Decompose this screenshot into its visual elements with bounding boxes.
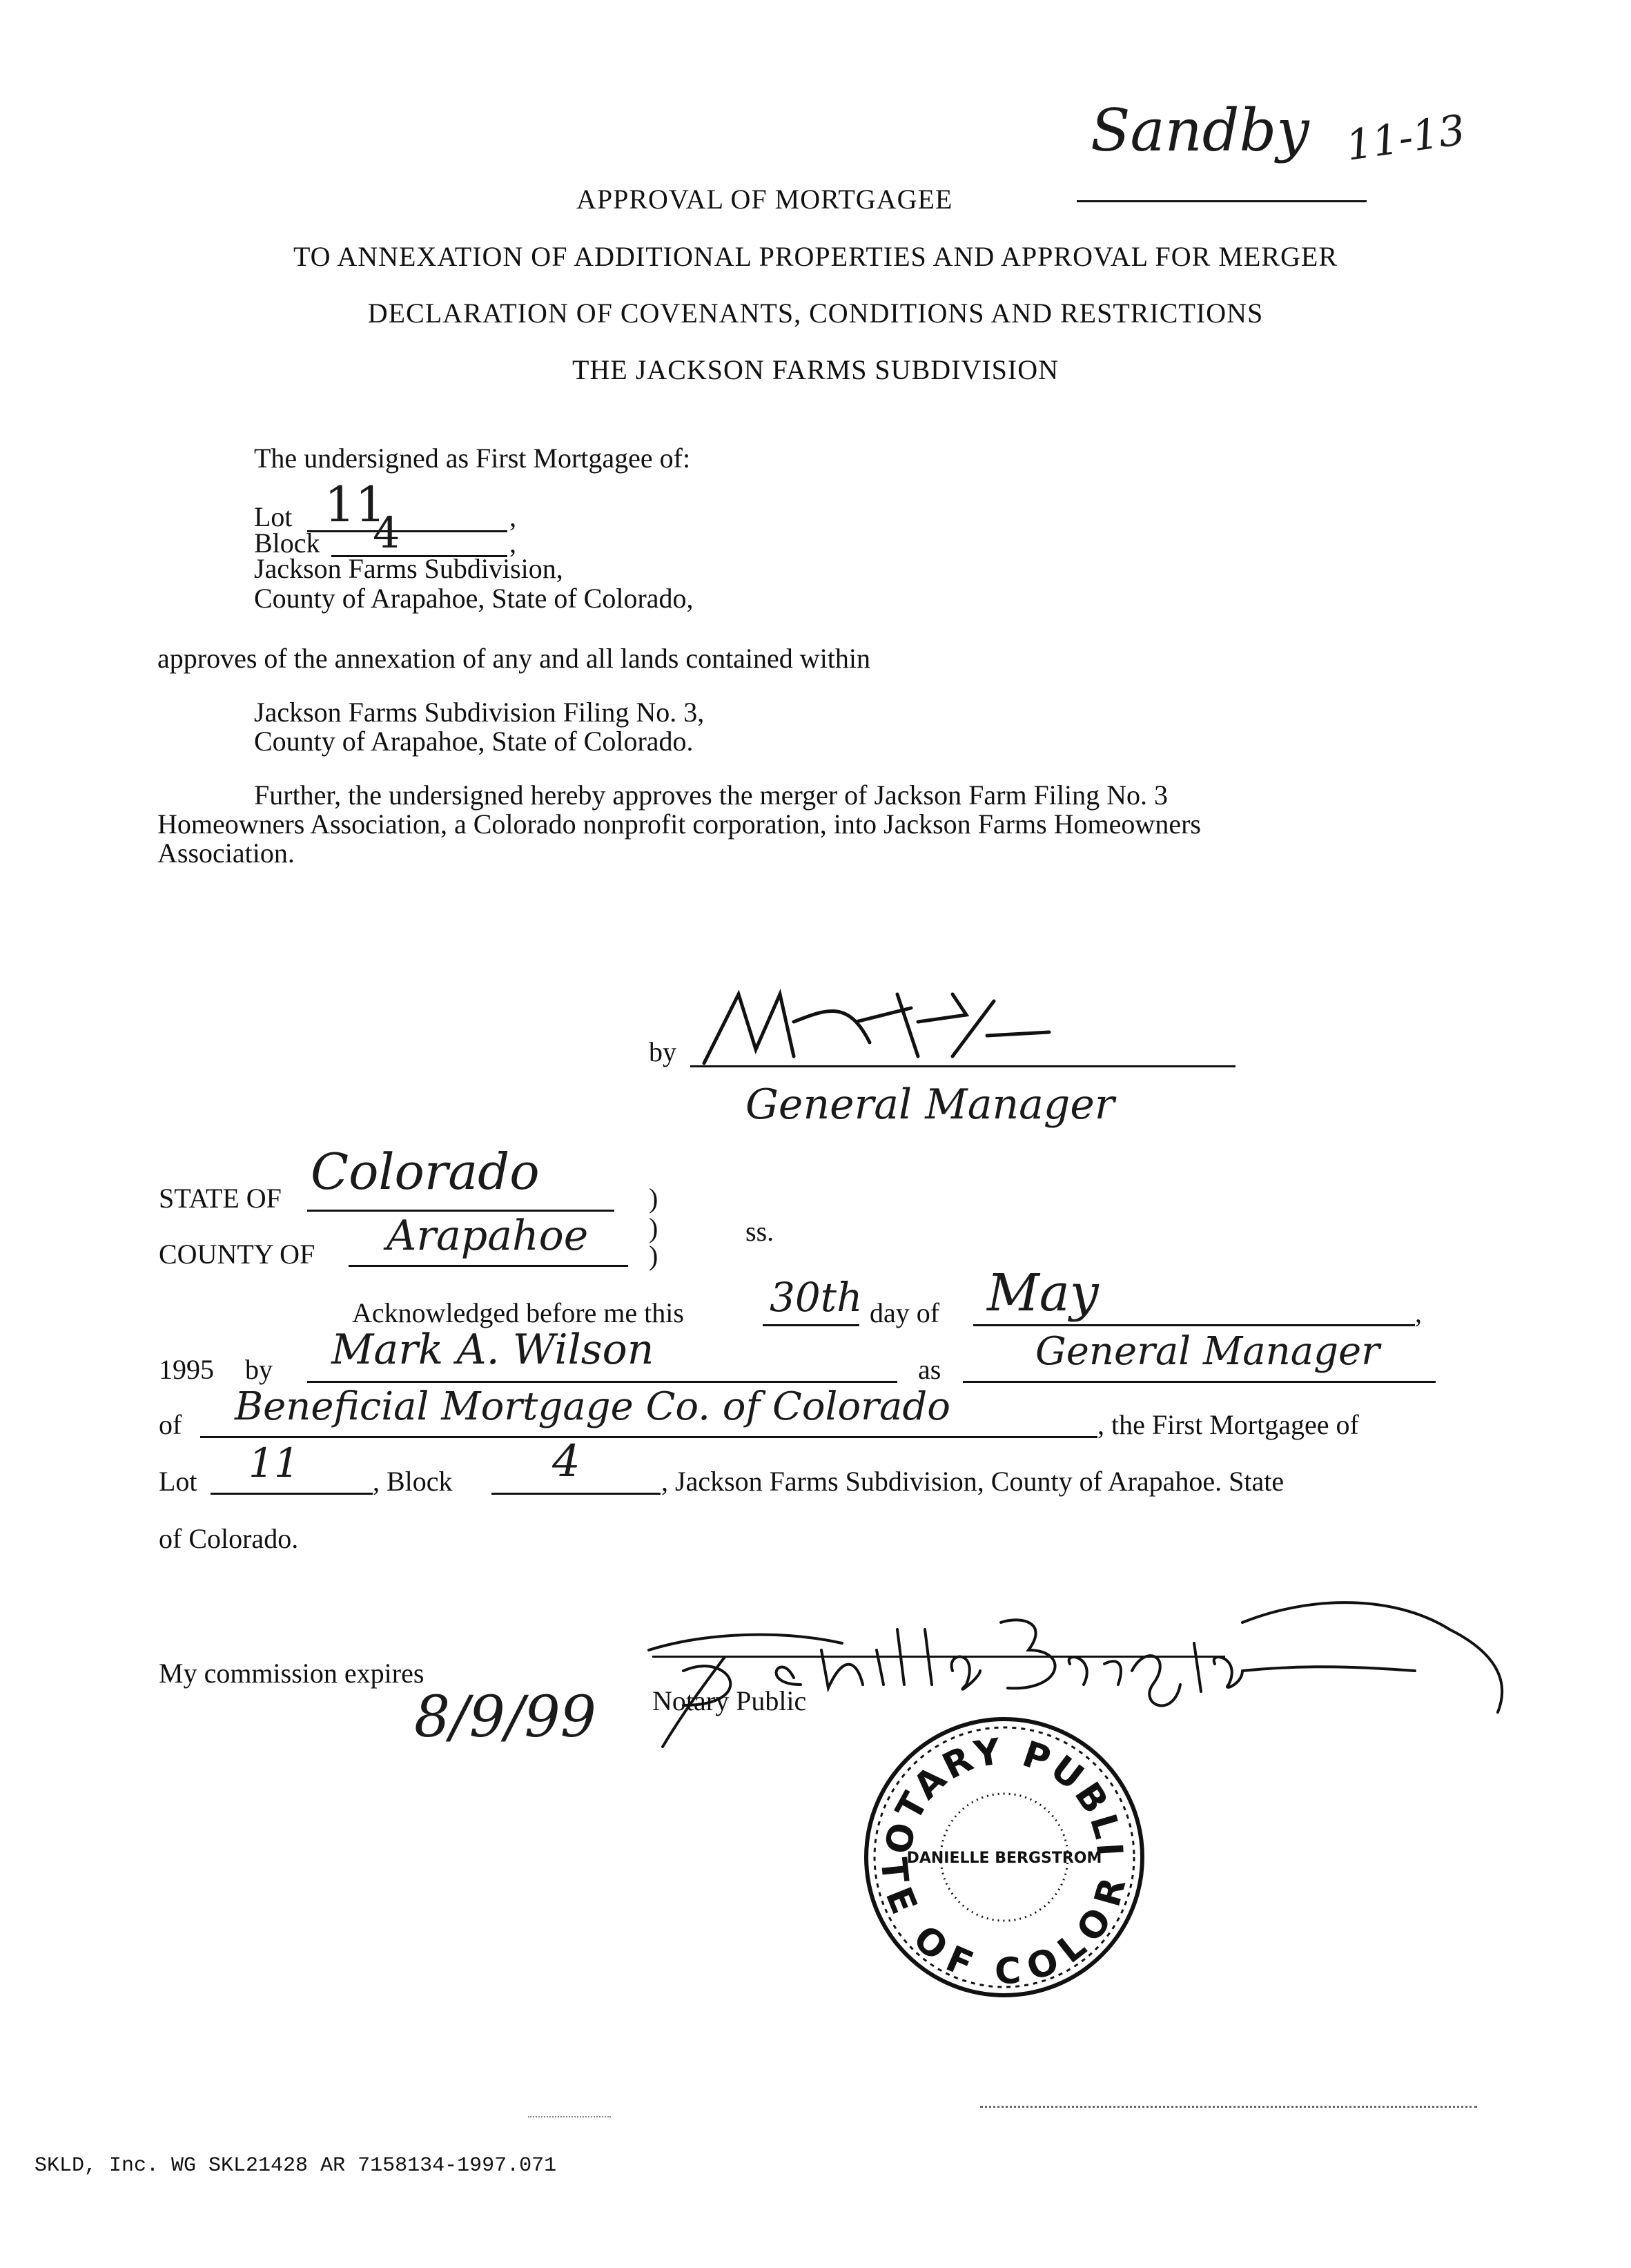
state-value: Colorado [311, 1143, 540, 1201]
handwritten-annotation-number: 11-13 [1342, 106, 1468, 171]
title-line-4: THE JACKSON FARMS SUBDIVISION [572, 354, 1059, 385]
ack-by-label: by [245, 1354, 273, 1385]
block-value: 4 [373, 507, 400, 558]
svg-text:NOTARY PUBLIC [859, 1712, 1130, 1860]
by-label: by [649, 1036, 676, 1067]
county-paren-2: ) [649, 1240, 658, 1271]
notary-seal [859, 1712, 1149, 2002]
ack-lot-value: 11 [248, 1440, 300, 1486]
ss-label: ss. [745, 1216, 774, 1247]
ack-day-value: 30th [770, 1274, 863, 1321]
ack-month-comma: , [1415, 1297, 1422, 1328]
ack-rest: , Jackson Farms Subdivision, County of Arapahoe. State [661, 1466, 1285, 1497]
county-line [349, 1265, 628, 1267]
approves-text: approves of the annexation of any and all lands contained within [157, 643, 871, 674]
handwritten-annotation-name: Sandby [1091, 97, 1309, 164]
lot-comma: , [509, 501, 516, 532]
ack-block-value: 4 [552, 1436, 580, 1487]
filing-text: Jackson Farms Subdivision Filing No. 3, [254, 697, 705, 728]
ack-name-line [307, 1381, 897, 1383]
merger-line-3: Association. [157, 837, 295, 869]
scan-mark-2 [980, 2106, 1477, 2108]
notary-seal-graphic [859, 1712, 1149, 2002]
seal-name: DANIELLE BERGSTROM [906, 1850, 1102, 1867]
ack-name-value: Mark A. Wilson [331, 1326, 654, 1374]
ack-lot-label: Lot [159, 1466, 197, 1497]
lot-value: 11 [324, 476, 387, 533]
mortgagee-signature [690, 980, 1077, 1070]
signature-line [690, 1065, 1236, 1067]
scan-mark-1 [528, 2116, 611, 2117]
ack-first-mortgagee: , the First Mortgagee of [1097, 1409, 1359, 1440]
title-line-1: APPROVAL OF MORTGAGEE [576, 184, 953, 215]
year-digit: 5 [200, 1354, 214, 1385]
seal-bottom-text: TE OF COLOR [872, 1856, 1135, 1993]
subdivision-text: Jackson Farms Subdivision, [254, 553, 563, 584]
ack-prefix: Acknowledged before me this [352, 1297, 684, 1328]
block-label: Block [254, 527, 320, 559]
ack-day-of: day of [870, 1297, 940, 1328]
ack-company-line [200, 1436, 1097, 1438]
ack-block-label: , Block [373, 1466, 453, 1497]
title-line-3: DECLARATION OF COVENANTS, CONDITIONS AND RESTRICTIONS [367, 298, 1264, 329]
undersigned-text: The undersigned as First Mortgagee of: [254, 443, 691, 474]
ack-of-label: of [159, 1409, 182, 1440]
ack-of-colorado: of Colorado. [159, 1523, 299, 1554]
ack-block-line [491, 1493, 661, 1495]
ack-title-value: General Manager [1035, 1329, 1380, 1374]
seal-top-text: OTARY PUBLI [877, 1730, 1131, 1861]
ack-lot-line [211, 1493, 373, 1495]
notary-signature-line [652, 1656, 1225, 1658]
annotation-underline [1077, 200, 1367, 202]
county-text: County of Arapahoe, State of Colorado, [254, 583, 694, 614]
year-prefix: 199 [159, 1354, 200, 1385]
lot-label: Lot [254, 501, 293, 532]
lot-line [307, 530, 507, 532]
signer-title-handwritten: General Manager [745, 1080, 1115, 1129]
state-label: STATE OF [159, 1183, 282, 1214]
block-comma: , [509, 527, 516, 559]
county-label: COUNTY OF [159, 1239, 315, 1270]
footer-id: SKLD, Inc. WG SKL21428 AR 7158134-1997.071 [35, 2154, 557, 2178]
ack-month-value: May [987, 1263, 1099, 1323]
merger-line-2: Homeowners Association, a Colorado nonprofit corporation, into Jackson Farms Homeowners [157, 808, 1201, 840]
notary-public-label: Notary Public [652, 1685, 807, 1716]
merger-line-1: Further, the undersigned hereby approves the merger of Jackson Farm Filing No. 3 [254, 779, 1169, 811]
state-paren: ) [649, 1183, 658, 1214]
filing-county-text: County of Arapahoe, State of Colorado. [254, 726, 694, 757]
ack-as-label: as [918, 1354, 941, 1385]
ack-month-line [973, 1324, 1415, 1326]
ack-company-value: Beneficial Mortgage Co. of Colorado [235, 1384, 950, 1429]
ack-day-line [763, 1324, 859, 1326]
ack-title-line [963, 1381, 1436, 1383]
county-paren-1: ) [649, 1212, 658, 1243]
county-value: Arapahoe [387, 1212, 589, 1260]
commission-label: My commission expires [159, 1658, 424, 1689]
commission-date: 8/9/99 [414, 1685, 596, 1750]
title-line-2: TO ANNEXATION OF ADDITIONAL PROPERTIES AND APPROVAL FOR MERGER [293, 241, 1338, 272]
